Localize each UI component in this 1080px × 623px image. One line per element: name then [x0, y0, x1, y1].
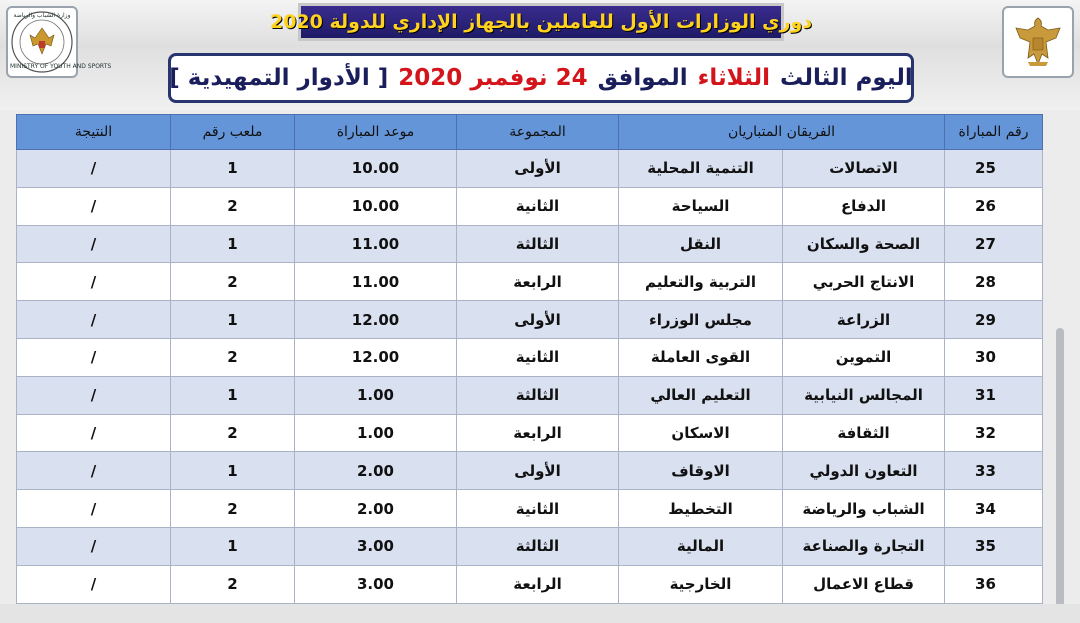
match-date: 24 نوفمبر 2020 [398, 65, 588, 91]
team-a-cell: قطاع الاعمال [783, 565, 945, 603]
result-cell: / [17, 565, 171, 603]
team-a-cell: المجالس النيابية [783, 376, 945, 414]
table-row [17, 338, 1043, 376]
bottom-strip [0, 604, 1080, 623]
team-a-cell: التجارة والصناعة [783, 527, 945, 565]
header-time: موعد المباراة [295, 115, 457, 150]
field-number-cell: 2 [171, 565, 295, 603]
match-number-cell: 28 [945, 263, 1043, 301]
table-row [17, 225, 1043, 263]
result-cell: / [17, 452, 171, 490]
team-a-cell: التموين [783, 338, 945, 376]
group-cell: الثالثة [457, 225, 619, 263]
table-row [17, 490, 1043, 528]
youth-ministry-logo [6, 6, 112, 78]
logo-text-top: وزارة الشباب والرياضة [13, 12, 71, 19]
table-row [17, 150, 1043, 188]
golden-eagle-icon [1004, 8, 1072, 76]
table-row [17, 263, 1043, 301]
team-b-cell: الخارجية [619, 565, 783, 603]
group-cell: الأولى [457, 452, 619, 490]
team-a-cell: الزراعة [783, 301, 945, 339]
team-b-cell: القوى العاملة [619, 338, 783, 376]
result-cell: / [17, 301, 171, 339]
group-cell: الرابعة [457, 565, 619, 603]
group-cell: الثالثة [457, 527, 619, 565]
table-row [17, 565, 1043, 603]
header-field: ملعب رقم [171, 115, 295, 150]
result-cell: / [17, 338, 171, 376]
header-result: النتيجة [17, 115, 171, 150]
result-cell: / [17, 225, 171, 263]
match-time-cell: 1.00 [295, 414, 457, 452]
match-time-cell: 10.00 [295, 150, 457, 188]
group-cell: الرابعة [457, 263, 619, 301]
match-time-cell: 11.00 [295, 225, 457, 263]
team-b-cell: الاسكان [619, 414, 783, 452]
group-cell: الرابعة [457, 414, 619, 452]
field-number-cell: 2 [171, 187, 295, 225]
field-number-cell: 1 [171, 150, 295, 188]
match-number-cell: 26 [945, 187, 1043, 225]
match-time-cell: 11.00 [295, 263, 457, 301]
match-number-cell: 34 [945, 490, 1043, 528]
match-number-cell: 32 [945, 414, 1043, 452]
result-cell: / [17, 490, 171, 528]
group-cell: الأولى [457, 301, 619, 339]
table-row [17, 187, 1043, 225]
weekday: الثلاثاء [697, 65, 771, 91]
tournament-title: دوري الوزارات الأول للعاملين بالجهاز الإداري للدولة 2020 [269, 11, 813, 33]
vertical-scrollbar[interactable] [1056, 328, 1064, 618]
match-time-cell: 2.00 [295, 452, 457, 490]
agreeing-label: الموافق [597, 65, 688, 91]
team-a-cell: الاتصالات [783, 150, 945, 188]
team-a-cell: الدفاع [783, 187, 945, 225]
team-a-cell: الشباب والرياضة [783, 490, 945, 528]
team-b-cell: التعليم العالي [619, 376, 783, 414]
match-number-cell: 36 [945, 565, 1043, 603]
group-cell: الثالثة [457, 376, 619, 414]
team-b-cell: التربية والتعليم [619, 263, 783, 301]
match-number-cell: 35 [945, 527, 1043, 565]
result-cell: / [17, 527, 171, 565]
table-header-row [17, 115, 1043, 150]
match-number-cell: 31 [945, 376, 1043, 414]
team-b-cell: السياحة [619, 187, 783, 225]
match-time-cell: 12.00 [295, 338, 457, 376]
table-row [17, 376, 1043, 414]
team-b-cell: الاوقاف [619, 452, 783, 490]
field-number-cell: 2 [171, 414, 295, 452]
team-a-cell: التعاون الدولي [783, 452, 945, 490]
header-teams: الفريقان المتباريان [619, 115, 945, 150]
result-cell: / [17, 376, 171, 414]
match-time-cell: 3.00 [295, 565, 457, 603]
table-row [17, 301, 1043, 339]
result-cell: / [17, 414, 171, 452]
header-group: المجموعة [457, 115, 619, 150]
team-b-cell: النقل [619, 225, 783, 263]
result-cell: / [17, 187, 171, 225]
match-time-cell: 12.00 [295, 301, 457, 339]
match-number-cell: 33 [945, 452, 1043, 490]
field-number-cell: 1 [171, 301, 295, 339]
field-number-cell: 2 [171, 490, 295, 528]
team-b-cell: المالية [619, 527, 783, 565]
match-time-cell: 2.00 [295, 490, 457, 528]
field-number-cell: 2 [171, 263, 295, 301]
group-cell: الثانية [457, 338, 619, 376]
header-match-no: رقم المباراة [945, 115, 1043, 150]
field-number-cell: 2 [171, 338, 295, 376]
match-number-cell: 25 [945, 150, 1043, 188]
match-number-cell: 29 [945, 301, 1043, 339]
group-cell: الثانية [457, 490, 619, 528]
match-time-cell: 1.00 [295, 376, 457, 414]
team-a-cell: الصحة والسكان [783, 225, 945, 263]
egypt-emblem-logo [1002, 6, 1074, 78]
match-schedule-table [16, 114, 1043, 604]
match-number-cell: 30 [945, 338, 1043, 376]
team-b-cell: التخطيط [619, 490, 783, 528]
tournament-title-banner [269, 3, 813, 41]
result-cell: / [17, 263, 171, 301]
team-a-cell: الثقافة [783, 414, 945, 452]
group-cell: الأولى [457, 150, 619, 188]
match-time-cell: 10.00 [295, 187, 457, 225]
table-row [17, 414, 1043, 452]
field-number-cell: 1 [171, 376, 295, 414]
match-time-cell: 3.00 [295, 527, 457, 565]
result-cell: / [17, 150, 171, 188]
team-b-cell: مجلس الوزراء [619, 301, 783, 339]
table-row [17, 452, 1043, 490]
day-label: اليوم الثالث [780, 65, 913, 91]
day-banner [168, 53, 914, 103]
table-row [17, 527, 1043, 565]
team-b-cell: التنمية المحلية [619, 150, 783, 188]
field-number-cell: 1 [171, 225, 295, 263]
field-number-cell: 1 [171, 527, 295, 565]
table-body [17, 150, 1043, 604]
group-cell: الثانية [457, 187, 619, 225]
field-number-cell: 1 [171, 452, 295, 490]
match-number-cell: 27 [945, 225, 1043, 263]
logo-text-bottom: MINISTRY OF YOUTH AND SPORTS [10, 63, 112, 70]
round-label: [ الأدوار التمهيدية ] [169, 65, 389, 91]
team-a-cell: الانتاج الحربي [783, 263, 945, 301]
